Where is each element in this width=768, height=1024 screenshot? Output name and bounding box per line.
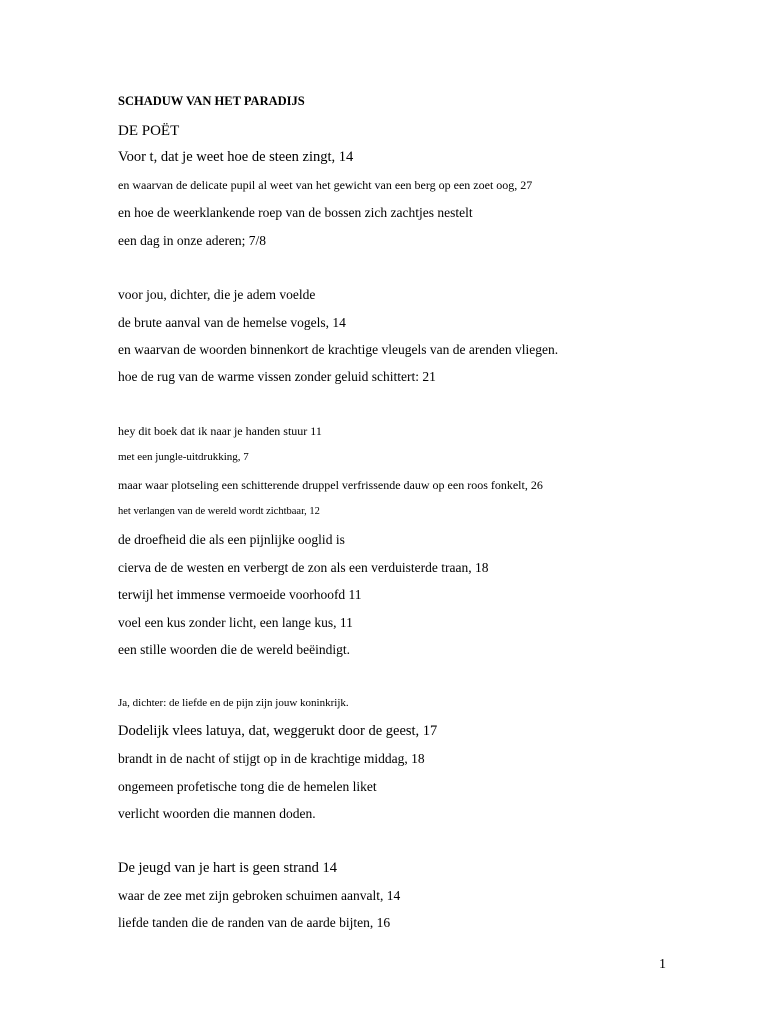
poem-line: Ja, dichter: de liefde en de pijn zijn jouw koninkrijk. (118, 697, 349, 709)
poem-line: brandt in de nacht of stijgt op in de krachtige middag, 18 (118, 751, 425, 766)
poem-line: terwijl het immense vermoeide voorhoofd 11 (118, 587, 362, 602)
poem-line: waar de zee met zijn gebroken schuimen aanvalt, 14 (118, 888, 401, 903)
poem-line: ongemeen profetische tong die de hemelen liket (118, 779, 377, 794)
poem-line: De jeugd van je hart is geen strand 14 (118, 860, 338, 876)
poem-line: Voor t, dat je weet hoe de steen zingt, 14 (118, 149, 354, 165)
poem-line: hey dit boek dat ik naar je handen stuur 11 (118, 424, 322, 438)
poem-line: een stille woorden die de wereld beëindigt. (118, 642, 351, 657)
poem-line: liefde tanden die de randen van de aarde bijten, 16 (118, 915, 391, 930)
poem-line: het verlangen van de wereld wordt zichtbaar, 12 (118, 506, 320, 517)
poem-line: de droefheid die als een pijnlijke ooglid is (118, 532, 345, 547)
poem-line: een dag in onze aderen; 7/8 (118, 233, 267, 248)
poem-line: en waarvan de woorden binnenkort de krachtige vleugels van de arenden vliegen. (118, 342, 559, 357)
poem-line: met een jungle-uitdrukking, 7 (118, 451, 249, 463)
poem-line: Dodelijk vlees latuya, dat, weggerukt door de geest, 17 (118, 723, 438, 739)
poem-line: verlicht woorden die mannen doden. (118, 806, 316, 821)
poem-line: de brute aanval van de hemelse vogels, 14 (118, 315, 346, 330)
page-number: 1 (659, 957, 666, 972)
poem-line: hoe de rug van de warme vissen zonder geluid schittert: 21 (118, 369, 436, 384)
poem-line: en waarvan de delicate pupil al weet van het gewicht van een berg op een zoet oog, 27 (118, 178, 533, 192)
poem-line: voel een kus zonder licht, een lange kus, 11 (118, 615, 353, 630)
poem-line: cierva de de westen en verbergt de zon als een verduisterde traan, 18 (118, 560, 489, 575)
section-title: DE POËT (118, 123, 180, 139)
poem-line: en hoe de weerklankende roep van de bossen zich zachtjes nestelt (118, 205, 473, 220)
poem-line: voor jou, dichter, die je adem voelde (118, 287, 316, 302)
poem-line: maar waar plotseling een schitterende druppel verfrissende dauw op een roos fonkelt, 26 (118, 478, 543, 492)
document-title: SCHADUW VAN HET PARADIJS (118, 94, 305, 108)
